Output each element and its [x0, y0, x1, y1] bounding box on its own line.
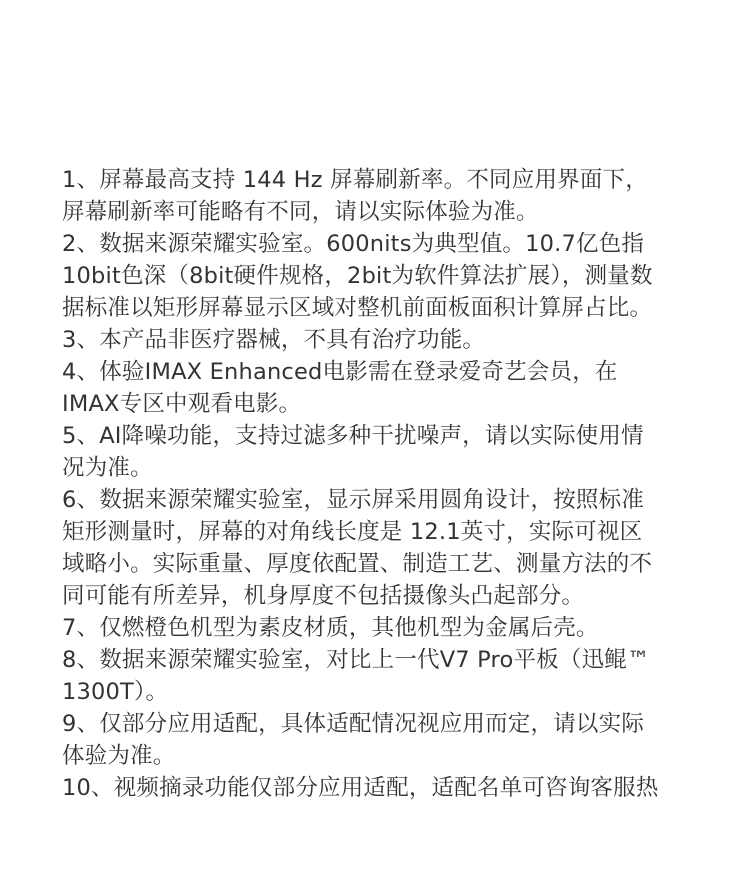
- footnote-7: [62, 612, 740, 644]
- footnote-line: 7、仅燃橙色机型为素皮材质，其他机型为金属后壳。: [62, 615, 599, 641]
- footnote-line: 10、视频摘录功能仅部分应用适配，适配名单可咨询客服热: [62, 775, 659, 801]
- footnote-1: [62, 164, 740, 228]
- footnote-2: [62, 228, 740, 324]
- footnote-line: 6、数据来源荣耀实验室，显示屏采用圆角设计，按照标准: [62, 487, 645, 513]
- footnote-6: [62, 484, 740, 612]
- footnote-line: 1、屏幕最高支持 144 Hz 屏幕刷新率。不同应用界面下，: [62, 167, 648, 193]
- footnote-10: [62, 772, 740, 804]
- footnote-4: [62, 356, 740, 420]
- footnote-line: 据标准以矩形屏幕显示区域对整机前面板面积计算屏占比。: [62, 295, 653, 321]
- footnote-line: 2、数据来源荣耀实验室。600nits为典型值。10.7亿色指: [62, 231, 645, 257]
- footnote-line: 8、数据来源荣耀实验室，对比上一代V7 Pro平板（迅鲲™: [62, 647, 650, 673]
- footnote-line: 矩形测量时，屏幕的对角线长度是 12.1英寸，实际可视区: [62, 519, 643, 545]
- footnote-8: [62, 644, 740, 708]
- footnote-3: [62, 324, 740, 356]
- footnote-9: [62, 708, 740, 772]
- footnote-line: 屏幕刷新率可能略有不同，请以实际体验为准。: [62, 199, 539, 225]
- footnote-line: 5、AI降噪功能，支持过滤多种干扰噪声，请以实际使用情: [62, 423, 644, 449]
- footnote-line: 况为准。: [62, 455, 153, 481]
- footnotes-list: [62, 164, 740, 804]
- footnote-line: 1300T）。: [62, 679, 169, 705]
- footnote-line: 体验为准。: [62, 743, 176, 769]
- footnote-5: [62, 420, 740, 484]
- footnote-line: 域略小。实际重量、厚度依配置、制造工艺、测量方法的不: [62, 551, 653, 577]
- footnote-line: 4、体验IMAX Enhanced电影需在登录爱奇艺会员，在: [62, 359, 618, 385]
- footnote-line: 3、本产品非医疗器械，不具有治疗功能。: [62, 327, 486, 353]
- footnote-line: 10bit色深（8bit硬件规格，2bit为软件算法扩展），测量数: [62, 263, 653, 289]
- footnote-line: 同可能有所差异，机身厚度不包括摄像头凸起部分。: [62, 583, 585, 609]
- footnote-line: 9、仅部分应用适配，具体适配情况视应用而定，请以实际: [62, 711, 645, 737]
- footnote-line: IMAX专区中观看电影。: [62, 391, 302, 417]
